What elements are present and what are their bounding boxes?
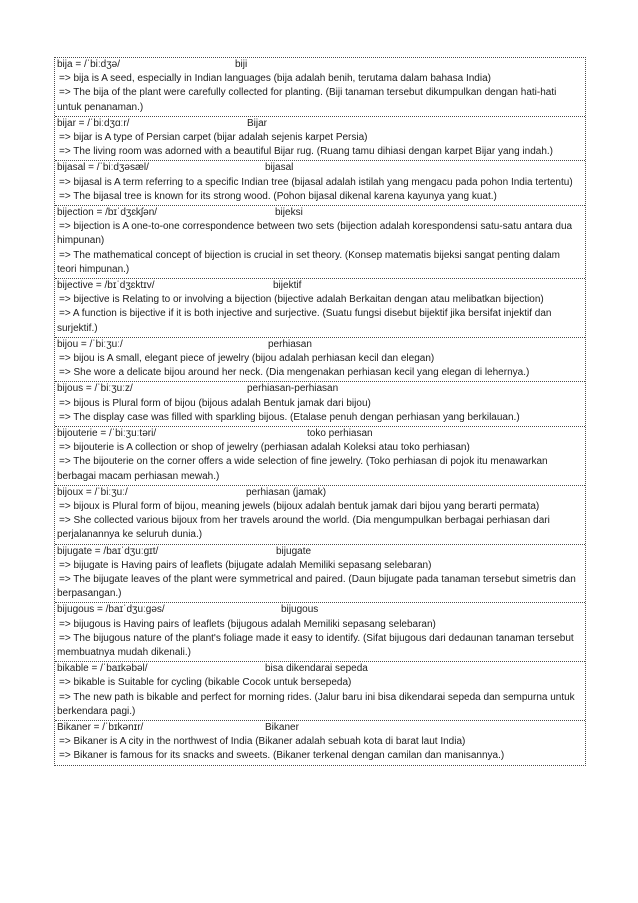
entry-definition: => bijouterie is A collection or shop of jewelry (perhiasan adalah Koleksi atau toko perhiasan) [59, 442, 470, 454]
entry-header [57, 603, 582, 617]
entry-example: => The bijugous nature of the plant's foliage made it easy to identify. (Sifat bijugous dari dedaunan tanaman tersebut membuatnya mudah dikenali.) [57, 632, 574, 658]
entry-definition: => bijou is A small, elegant piece of jewelry (bijou adalah perhiasan kecil dan elegan) [59, 352, 435, 364]
entry-term: bijugous = /baɪˈdʒuːgəs/ [57, 604, 165, 616]
entry-example: => The mathematical concept of bijection is crucial in set theory. (Konsep matematis bijeksi sangat penting dalam teori himpunan.) [57, 249, 561, 275]
dictionary-entry-bijou [55, 337, 585, 382]
entry-term: bijective = /bɪˈdʒɛktɪv/ [57, 279, 155, 291]
entry-term: bijouterie = /ˈbiːʒuːtəri/ [57, 427, 157, 439]
entry-header [57, 338, 582, 352]
entry-example: => The display case was filled with sparkling bijous. (Etalase penuh dengan perhiasan yang berkilauan.) [59, 411, 520, 423]
dictionary-entry-bijective [55, 278, 585, 337]
entry-translation: bisa dikendarai sepeda [265, 663, 368, 675]
entry-translation: biji [235, 59, 248, 70]
entry-header [57, 117, 582, 131]
entry-header [57, 206, 582, 220]
entry-example: => She collected various bijoux from her travels around the world. (Dia mengumpulkan berbagai perhiasan dari perjalanannya ke seluruh dunia.) [57, 515, 550, 541]
entry-translation: perhiasan [268, 338, 312, 350]
entry-translation: Bikaner [265, 721, 299, 733]
dictionary-entry-bikaner [55, 720, 585, 765]
entry-example: => Bikaner is famous for its snacks and sweets. (Bikaner terkenal dengan camilan dan manisannya.) [59, 750, 505, 762]
entry-header [57, 382, 582, 396]
entry-header [57, 161, 582, 175]
entry-translation: perhiasan-perhiasan [247, 383, 339, 395]
entry-example: => The new path is bikable and perfect for morning rides. (Jalur baru ini bisa dikendarai sepeda dan sempurna untuk berkendara pagi.) [57, 691, 575, 717]
entry-definition: => bikable is Suitable for cycling (bikable Cocok untuk bersepeda) [59, 677, 352, 689]
dictionary-entry-bija [55, 58, 585, 116]
entry-example: => The bijouterie on the corner offers a wide selection of fine jewelry. (Toko perhiasan di pojok itu menawarkan berbagai macam perhiasan mewah.) [57, 456, 548, 482]
entry-example: => A function is bijective if it is both injective and surjective. (Suatu fungsi disebut bijektif jika bersifat injektif dan surjektif.) [57, 308, 552, 334]
entry-definition: => bijar is A type of Persian carpet (bijar adalah sejenis karpet Persia) [59, 131, 368, 143]
entry-translation: Bijar [247, 117, 268, 129]
entry-term: bijasal = /ˈbiːdʒəsæl/ [57, 162, 149, 174]
entry-definition: => bijugate is Having pairs of leaflets (bijugate adalah Memiliki sepasang selebaran) [59, 559, 432, 571]
entry-translation: perhiasan (jamak) [246, 486, 327, 498]
entry-definition: => bijous is Plural form of bijou (bijous adalah Bentuk jamak dari bijou) [59, 397, 371, 409]
entry-example: => The bija of the plant were carefully collected for planting. (Biji tanaman tersebut dikumpulkan dengan hati-hati untuk penanaman.) [57, 87, 557, 113]
entry-term: bijous = /ˈbiːʒuːz/ [57, 383, 133, 395]
entry-header [57, 486, 582, 500]
entry-header [57, 721, 582, 735]
entry-translation: bijasal [265, 162, 294, 174]
entry-translation: bijeksi [275, 206, 303, 218]
entry-header [57, 279, 582, 293]
entry-term: bijection = /bɪˈdʒɛkʃən/ [57, 206, 158, 218]
entry-example: => She wore a delicate bijou around her neck. (Dia mengenakan perhiasan kecil yang elegan di lehernya.) [59, 367, 530, 379]
entry-example: => The bijasal tree is known for its strong wood. (Pohon bijasal dikenal karena kayunya yang kuat.) [59, 190, 497, 202]
entry-definition: => bijective is Relating to or involving a bijection (bijective adalah Berkaitan dengan atau melibatkan bijection) [59, 294, 544, 306]
entry-translation: bijugous [281, 604, 319, 616]
dictionary-entry-bijar [55, 116, 585, 161]
entry-definition: => bijoux is Plural form of bijou, meaning jewels (bijoux adalah bentuk jamak dari bijou yang berarti permata) [59, 500, 540, 512]
dictionary-entry-bijous [55, 381, 585, 426]
entry-definition: => bijection is A one-to-one correspondence between two sets (bijection adalah korespondensi satu-satu antara dua himpunan) [57, 221, 573, 247]
dictionary-entry-bijoux [55, 485, 585, 544]
entry-header [57, 427, 582, 441]
dictionary-entry-bijasal [55, 160, 585, 205]
entry-header [57, 662, 582, 676]
entry-term: bijou = /ˈbiːʒuː/ [57, 338, 123, 350]
entry-term: Bikaner = /ˈbɪkənɪr/ [57, 721, 144, 733]
dictionary-entry-bijouterie [55, 426, 585, 485]
entry-term: bijugate = /baɪˈdʒuːgɪt/ [57, 545, 159, 557]
entry-definition: => bija is A seed, especially in Indian languages (bija adalah benih, terutama dalam bahasa India) [59, 73, 491, 85]
entry-header [57, 545, 582, 559]
entry-definition: => bijugous is Having pairs of leaflets (bijugous adalah Memiliki sepasang selebaran) [59, 618, 436, 630]
entry-term: bijar = /ˈbiːdʒɑːr/ [57, 117, 130, 129]
entry-definition: => Bikaner is A city in the northwest of India (Bikaner adalah sebuah kota di barat laut India) [59, 736, 466, 748]
dictionary-entry-bijugous [55, 602, 585, 661]
entry-term: bikable = /ˈbaɪkəbəl/ [57, 663, 148, 675]
entry-example: => The bijugate leaves of the plant were symmetrical and paired. (Daun bijugate pada tanaman tersebut simetris dan berpasangan.) [57, 573, 576, 600]
entry-example: => The living room was adorned with a beautiful Bijar rug. (Ruang tamu dihiasi dengan karpet Bijar yang indah.) [59, 146, 553, 158]
entry-term: bija = /ˈbiːdʒə/ [57, 59, 120, 70]
entry-translation: bijugate [276, 545, 312, 557]
entry-header [57, 58, 582, 72]
dictionary-entry-bijugate [55, 544, 585, 603]
dictionary-table [54, 57, 586, 766]
entry-term: bijoux = /ˈbiːʒuː/ [57, 486, 128, 498]
dictionary-entry-bijection [55, 205, 585, 278]
entry-translation: bijektif [273, 279, 302, 291]
entry-definition: => bijasal is A term referring to a specific Indian tree (bijasal adalah istilah yang mengacu pada pohon India tertentu) [59, 176, 573, 188]
dictionary-entry-bikable [55, 661, 585, 720]
entry-translation: toko perhiasan [307, 427, 373, 439]
